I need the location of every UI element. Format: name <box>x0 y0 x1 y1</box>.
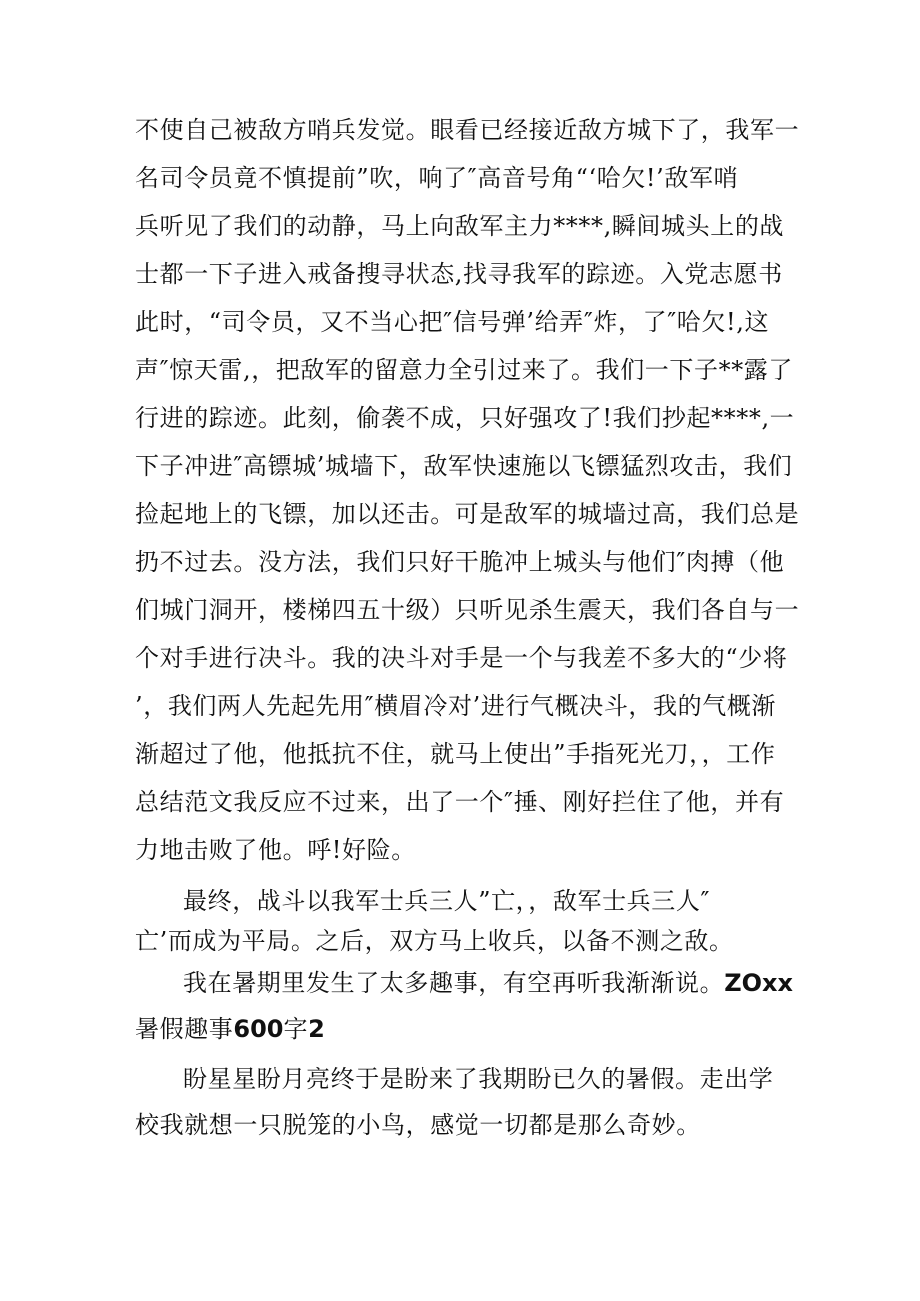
paragraph-1-line-8: 下子冲进″高镖城’城墙下，敌军快速施以飞镖猛烈攻击，我们 <box>135 452 793 480</box>
paragraph-1-line-12: 个对手进行决斗。我的决斗对手是一个与我差不多大的“少将 <box>135 644 788 672</box>
paragraph-3-line-2-text-b: 字 <box>283 1015 309 1043</box>
paragraph-1-line-6: 声″惊天雷,，把敌军的留意力全引过来了。我们一下子**露了 <box>135 356 793 384</box>
paragraph-1-line-15: 总结范文我反应不过来，出了一个″捶、刚好拦住了他，并有 <box>135 788 785 816</box>
paragraph-3-line-2 <box>135 1014 795 1044</box>
paragraph-3-line-1 <box>183 968 795 998</box>
paragraph-3-line-1-bold: ZOxx <box>724 969 793 997</box>
paragraph-1-line-2: 名司令员竟不慎提前”吹，响了″高音号角“‘哈欠!’敌军哨 <box>135 164 739 192</box>
paragraph-1-line-9: 捡起地上的飞镖，加以还击。可是敌军的城墙过高，我们总是 <box>135 500 800 528</box>
paragraph-3-line-2-text: 暑假趣事 <box>135 1015 234 1043</box>
paragraph-1-line-11: 们城门洞开，楼梯四五十级）只听见杀生震天，我们各自与一 <box>135 596 800 624</box>
paragraph-1-line-10: 扔不过去。没方法，我们只好干脆冲上城头与他们″肉搏（他 <box>135 548 785 576</box>
paragraph-1-line-3: 兵听见了我们的动静，马上向敌军主力****,瞬间城头上的战 <box>135 212 785 240</box>
paragraph-1-line-1: 不使自己被敌方哨兵发觉。眼看已经接近敌方城下了，我军一 <box>135 116 800 144</box>
paragraph-1-line-14: 渐超过了他，他抵抗不住，就马上使出”手指死光刀，，工作 <box>135 740 776 768</box>
paragraph-2-line-2: 亡’而成为平局。之后，双方马上收兵，以备不测之敌。 <box>135 927 734 955</box>
paragraph-1-line-5: 此时，“司令员，又不当心把″信号弹’给弄″炸，了″哈欠!,这 <box>135 308 770 336</box>
paragraph-1-line-13: ’，我们两人先起先用″横眉冷对’进行气概决斗，我的气概渐 <box>135 692 777 720</box>
paragraph-1-line-7: 行进的踪迹。此刻，偷袭不成，只好强攻了!我们抄起****,一 <box>135 404 795 432</box>
paragraph-3-line-2-bold-b: 2 <box>308 1015 325 1043</box>
paragraph-4-line-1: 盼星星盼月亮终于是盼来了我期盼已久的暑假。走出学 <box>183 1065 774 1093</box>
paragraph-2-line-1: 最终，战斗以我军士兵三人”亡，，敌军士兵三人″ <box>183 887 711 915</box>
paragraph-1-line-16: 力地击败了他。呼!好险。 <box>135 836 416 864</box>
paragraph-3-line-2-bold: 600 <box>233 1015 284 1043</box>
paragraph-4-line-2: 校我就想一只脱笼的小鸟，感觉一切都是那么奇妙。 <box>135 1111 701 1139</box>
paragraph-1-line-4: 士都一下子进入戒备搜寻状态,找寻我军的踪迹。入党志愿书 <box>135 260 783 288</box>
paragraph-3-line-1-text: 我在暑期里发生了太多趣事，有空再听我渐渐说。 <box>183 969 725 997</box>
